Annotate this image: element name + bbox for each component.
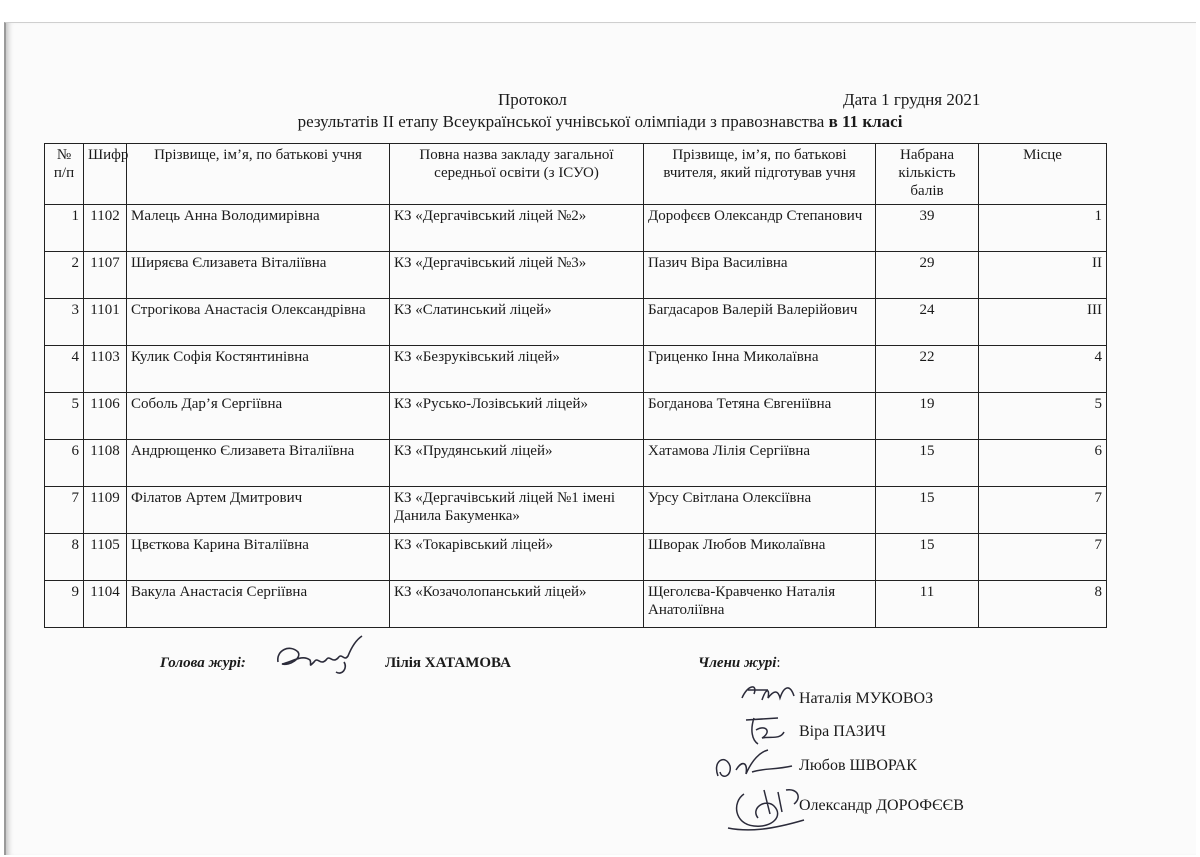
row-place: 5: [979, 393, 1107, 440]
row-number: 2: [45, 252, 84, 299]
row-student: Філатов Артем Дмитрович: [127, 487, 390, 534]
row-place: 7: [979, 487, 1107, 534]
row-school: КЗ «Козачолопанський ліцей»: [390, 581, 644, 628]
row-student: Малець Анна Володимирівна: [127, 205, 390, 252]
col-place-header: Місце: [979, 144, 1107, 205]
row-teacher: Пазич Віра Василівна: [644, 252, 876, 299]
row-number: 9: [45, 581, 84, 628]
row-school: КЗ «Дергачівський ліцей №2»: [390, 205, 644, 252]
row-teacher: Шворак Любов Миколаївна: [644, 534, 876, 581]
table-row: [45, 534, 1107, 581]
subtitle-class: в 11 класі: [828, 112, 903, 131]
row-score: 24: [876, 299, 979, 346]
row-code: 1107: [84, 252, 127, 299]
protocol-subtitle: [0, 112, 1200, 132]
table-row: [45, 393, 1107, 440]
jury-member-name: Віра ПАЗИЧ: [799, 723, 886, 740]
table-row: [45, 487, 1107, 534]
jury-member-name: Олександр ДОРОФЄЄВ: [799, 797, 964, 814]
jury-members-label: [698, 655, 781, 672]
col-score-header: Набрана кількість балів: [876, 144, 979, 205]
row-place: 4: [979, 346, 1107, 393]
row-score: 15: [876, 534, 979, 581]
row-number: 3: [45, 299, 84, 346]
jury-members-colon: :: [776, 655, 781, 671]
row-student: Соболь Дар’я Сергіївна: [127, 393, 390, 440]
row-place: 6: [979, 440, 1107, 487]
subtitle-text: результатів ІІ етапу Всеукраїнської учнівської олімпіади з правознавства: [297, 112, 825, 131]
row-code: 1103: [84, 346, 127, 393]
row-place: 7: [979, 534, 1107, 581]
row-score: 11: [876, 581, 979, 628]
row-code: 1106: [84, 393, 127, 440]
row-code: 1108: [84, 440, 127, 487]
col-number-header: № п/п: [45, 144, 84, 205]
row-school: КЗ «Дергачівський ліцей №1 імені Данила Бакуменка»: [390, 487, 644, 534]
row-number: 1: [45, 205, 84, 252]
row-number: 4: [45, 346, 84, 393]
jury-chair-name: Лілія ХАТАМОВА: [385, 655, 511, 671]
row-student: Строгікова Анастасія Олександрівна: [127, 299, 390, 346]
row-code: 1102: [84, 205, 127, 252]
row-school: КЗ «Дергачівський ліцей №3»: [390, 252, 644, 299]
row-code: 1101: [84, 299, 127, 346]
table-row: [45, 440, 1107, 487]
row-code: 1109: [84, 487, 127, 534]
member-signature-1: [738, 680, 798, 713]
jury-members-label-text: Члени журі: [698, 655, 777, 671]
row-school: КЗ «Прудянський ліцей»: [390, 440, 644, 487]
row-school: КЗ «Токарівський ліцей»: [390, 534, 644, 581]
row-school: КЗ «Безруківський ліцей»: [390, 346, 644, 393]
row-student: Цвєткова Карина Віталіївна: [127, 534, 390, 581]
row-number: 8: [45, 534, 84, 581]
row-student: Ширяєва Єлизавета Віталіївна: [127, 252, 390, 299]
table-row: [45, 205, 1107, 252]
row-teacher: Дорофєєв Олександр Степанович: [644, 205, 876, 252]
table-row: [45, 252, 1107, 299]
row-student: Кулик Софія Костянтинівна: [127, 346, 390, 393]
jury-member-name: Любов ШВОРАК: [799, 757, 917, 774]
results-table: [44, 143, 1107, 628]
row-score: 39: [876, 205, 979, 252]
row-teacher: Богданова Тетяна Євгеніївна: [644, 393, 876, 440]
row-score: 19: [876, 393, 979, 440]
table-row: [45, 581, 1107, 628]
row-code: 1105: [84, 534, 127, 581]
row-place: 1: [979, 205, 1107, 252]
row-code: 1104: [84, 581, 127, 628]
table-row: [45, 346, 1107, 393]
row-number: 7: [45, 487, 84, 534]
jury-chair-label: Голова журі:: [160, 655, 246, 671]
row-number: 6: [45, 440, 84, 487]
col-school-header: Повна назва закладу загальної середньої освіти (з ІСУО): [390, 144, 644, 205]
row-teacher: Гриценко Інна Миколаївна: [644, 346, 876, 393]
row-teacher: Багдасаров Валерій Валерійович: [644, 299, 876, 346]
row-place: III: [979, 299, 1107, 346]
table-header-row: [45, 144, 1107, 205]
col-student-header: Прізвище, ім’я, по батькові учня: [127, 144, 390, 205]
row-school: КЗ «Русько-Лозівський ліцей»: [390, 393, 644, 440]
row-score: 29: [876, 252, 979, 299]
col-code-header: Шифр: [84, 144, 127, 205]
protocol-title: Протокол: [498, 90, 567, 109]
row-student: Вакула Анастасія Сергіївна: [127, 581, 390, 628]
table-row: [45, 299, 1107, 346]
row-score: 22: [876, 346, 979, 393]
row-teacher: Хатамова Лілія Сергіївна: [644, 440, 876, 487]
row-number: 5: [45, 393, 84, 440]
jury-member-name: Наталія МУКОВОЗ: [799, 690, 934, 707]
row-score: 15: [876, 440, 979, 487]
row-place: II: [979, 252, 1107, 299]
row-teacher: Урсу Світлана Олексіївна: [644, 487, 876, 534]
row-score: 15: [876, 487, 979, 534]
row-teacher: Щеголєва-Кравченко Наталія Анатоліївна: [644, 581, 876, 628]
row-school: КЗ «Слатинський ліцей»: [390, 299, 644, 346]
protocol-title-line: [0, 90, 1200, 112]
col-teacher-header: Прізвище, ім’я, по батькові вчителя, який підготував учня: [644, 144, 876, 205]
row-place: 8: [979, 581, 1107, 628]
row-student: Андрющенко Єлизавета Віталіївна: [127, 440, 390, 487]
chair-signature: [272, 632, 372, 685]
protocol-date: Дата 1 грудня 2021: [843, 90, 981, 109]
